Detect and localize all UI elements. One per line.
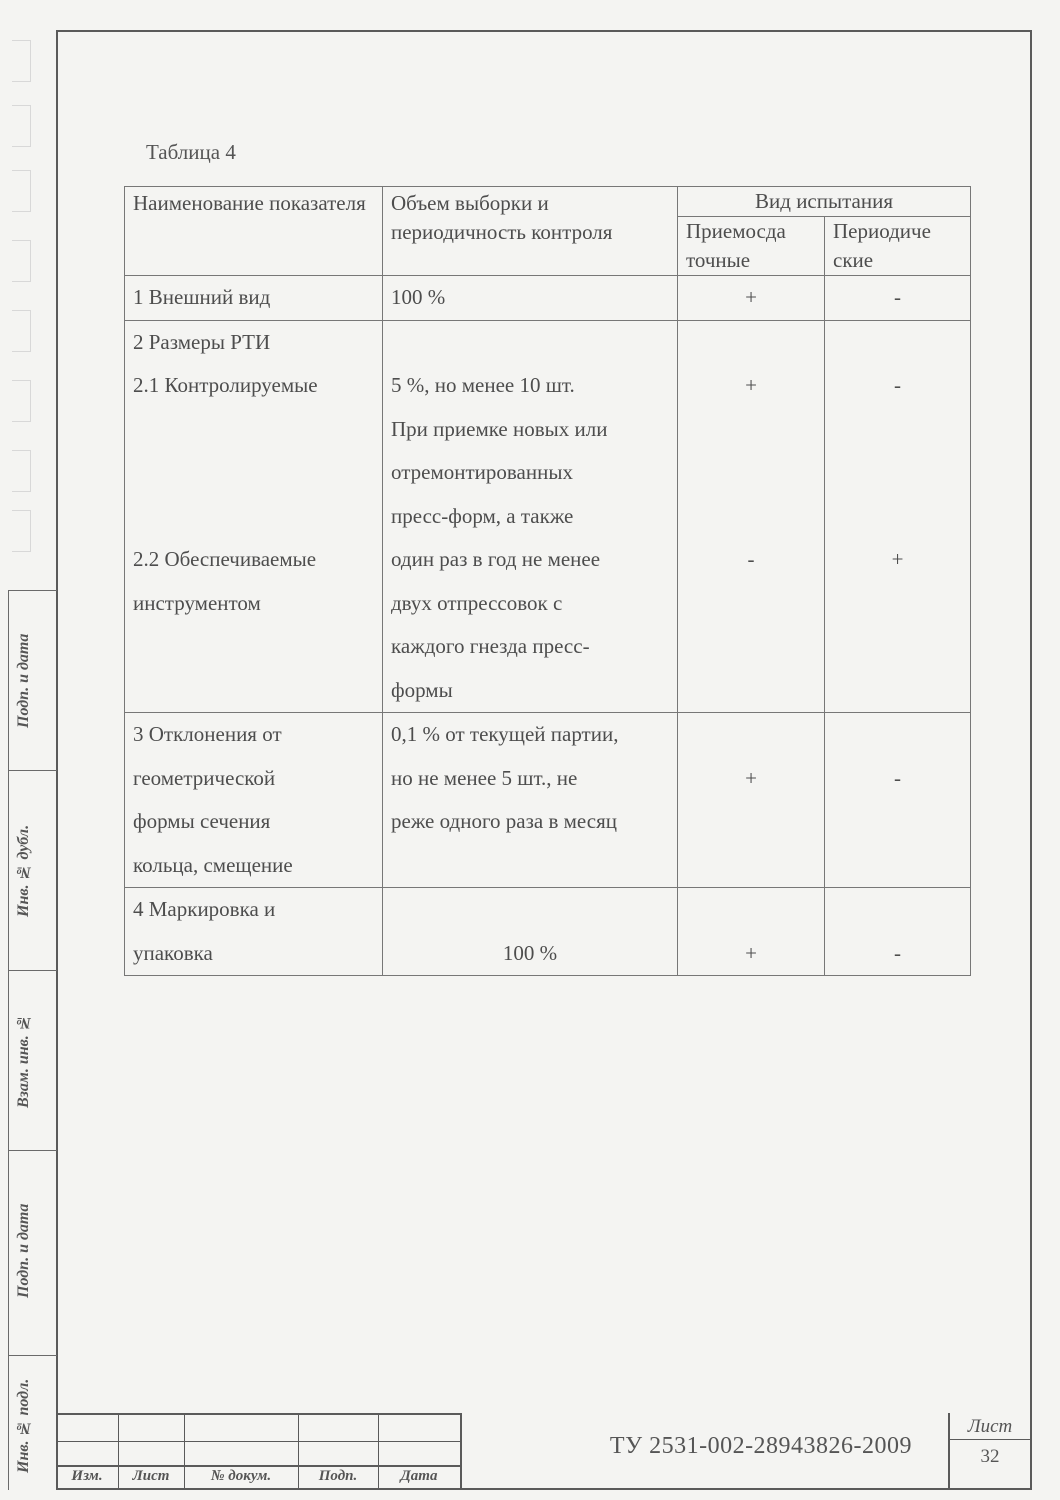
- cell-line: -: [894, 940, 901, 965]
- cell-line: [833, 321, 962, 365]
- cell-line: 1 Внешний вид: [133, 285, 271, 309]
- cell-line: [833, 888, 962, 932]
- cell-line: пресс-форм, а также: [391, 503, 574, 528]
- cell-line: [686, 321, 816, 365]
- cell-line: кольца, смещение: [133, 852, 293, 877]
- cell-line: один раз в год не менее: [391, 547, 601, 571]
- cell-line: [133, 625, 374, 669]
- cell-line: [686, 408, 816, 452]
- cell-line: -: [747, 547, 755, 571]
- cell-line: [133, 495, 374, 539]
- cell-line: [686, 451, 816, 495]
- stamp-label-date: Дата: [400, 1468, 438, 1484]
- cell-line: +: [891, 547, 904, 571]
- indicator-cell: [125, 276, 383, 321]
- table-row: [125, 713, 971, 888]
- cell-line: каждого гнезда пресс-: [391, 634, 590, 658]
- stamp-label-sheet: Лист: [132, 1468, 170, 1484]
- sheet-number: 32: [980, 1446, 1000, 1467]
- strip-cell: [9, 1355, 57, 1491]
- cell-line: -: [894, 373, 901, 397]
- cell-line: 4 Маркировка и: [133, 897, 276, 921]
- cell-line: упаковка: [133, 940, 213, 965]
- cell-line: формы сечения: [133, 809, 271, 833]
- header-test-type: Вид испытания: [678, 187, 971, 217]
- cell-line: 100 %: [391, 285, 446, 309]
- strip-cell: [9, 590, 57, 771]
- cell-line: [833, 844, 962, 888]
- table-row: [125, 320, 971, 713]
- cell-line: [833, 408, 962, 452]
- strip-cell: [9, 770, 57, 971]
- cell-line: -: [894, 285, 901, 309]
- sample-cell: [383, 320, 678, 713]
- left-signature-strip: [8, 590, 57, 1490]
- cell-line: 0,1 % от текущей партии,: [391, 722, 619, 746]
- header-periodic: Периодиче ские: [825, 217, 971, 276]
- strip-label: Подп. и дата: [15, 633, 32, 729]
- strip-cell: [9, 1150, 57, 1356]
- indicator-cell: [125, 713, 383, 888]
- strip-label: Взам. инв. №: [15, 1014, 32, 1108]
- cell-line: +: [745, 940, 757, 965]
- header-sample: Объем выборки и периодичность контроля: [383, 187, 678, 276]
- acceptance-cell: [678, 320, 825, 713]
- sample-cell: [383, 713, 678, 888]
- indicator-cell: [125, 888, 383, 976]
- cell-line: [833, 495, 962, 539]
- cell-line: инструментом: [133, 590, 261, 615]
- acceptance-cell: [678, 888, 825, 976]
- inspection-table: [124, 186, 971, 976]
- cell-line: [686, 669, 816, 713]
- title-block: [56, 1413, 1032, 1490]
- stamp-label-signature: Подп.: [318, 1468, 358, 1484]
- cell-line: [833, 800, 962, 844]
- header-indicator: Наименование показателя: [125, 187, 383, 276]
- cell-line: реже одного раза в месяц: [391, 809, 617, 833]
- cell-line: 3 Отклонения от: [133, 722, 282, 746]
- stamp-label-change: Изм.: [71, 1468, 103, 1484]
- cell-line: отремонтированных: [391, 460, 573, 484]
- cell-line: но не менее 5 шт., не: [391, 765, 578, 790]
- cell-line: [833, 451, 962, 495]
- cell-line: 2.1 Контролируемые: [133, 373, 318, 397]
- cell-line: При приемке новых или: [391, 416, 608, 441]
- cell-line: формы: [391, 677, 453, 702]
- periodic-cell: [825, 713, 971, 888]
- cell-line: [833, 669, 962, 713]
- cell-line: [833, 713, 962, 757]
- cell-line: [391, 844, 669, 888]
- table-row: [125, 276, 971, 321]
- cell-line: +: [745, 373, 757, 397]
- cell-line: [686, 625, 816, 669]
- sample-cell: [383, 888, 678, 976]
- cell-line: [686, 582, 816, 626]
- header-acceptance: Приемосда точные: [678, 217, 825, 276]
- binding-marks: [12, 30, 32, 550]
- cell-line: двух отпрессовок с: [391, 590, 563, 615]
- cell-line: [133, 669, 374, 713]
- cell-line: [391, 321, 669, 365]
- cell-line: [686, 800, 816, 844]
- acceptance-cell: [678, 713, 825, 888]
- acceptance-cell: [678, 276, 825, 321]
- cell-line: [686, 495, 816, 539]
- cell-line: 2 Размеры РТИ: [133, 329, 271, 354]
- cell-line: [133, 408, 374, 452]
- document-code: ТУ 2531-002-28943826-2009: [609, 1433, 913, 1459]
- sheet-label: Лист: [967, 1416, 1013, 1437]
- cell-line: [686, 888, 816, 932]
- cell-line: 100 %: [502, 940, 558, 965]
- cell-line: 5 %, но менее 10 шт.: [391, 373, 575, 397]
- strip-cell: [9, 970, 57, 1151]
- sample-cell: [383, 276, 678, 321]
- cell-line: [686, 713, 816, 757]
- strip-label: Инв. № дубл.: [15, 824, 32, 918]
- periodic-cell: [825, 276, 971, 321]
- cell-line: [833, 625, 962, 669]
- cell-line: 2.2 Обеспечиваемые: [133, 547, 317, 571]
- periodic-cell: [825, 320, 971, 713]
- table-row: [125, 888, 971, 976]
- cell-line: [686, 844, 816, 888]
- cell-line: +: [745, 285, 757, 309]
- indicator-cell: [125, 320, 383, 713]
- cell-line: +: [745, 765, 757, 790]
- stamp-label-docnum: № докум.: [210, 1468, 272, 1484]
- table-caption: Таблица 4: [146, 140, 236, 164]
- cell-line: [833, 582, 962, 626]
- cell-line: геометрической: [133, 765, 276, 790]
- strip-label: Инв. № подл.: [15, 1378, 32, 1474]
- periodic-cell: [825, 888, 971, 976]
- strip-label: Подп. и дата: [15, 1203, 32, 1299]
- cell-line: [391, 888, 669, 932]
- cell-line: [133, 451, 374, 495]
- cell-line: -: [894, 765, 901, 790]
